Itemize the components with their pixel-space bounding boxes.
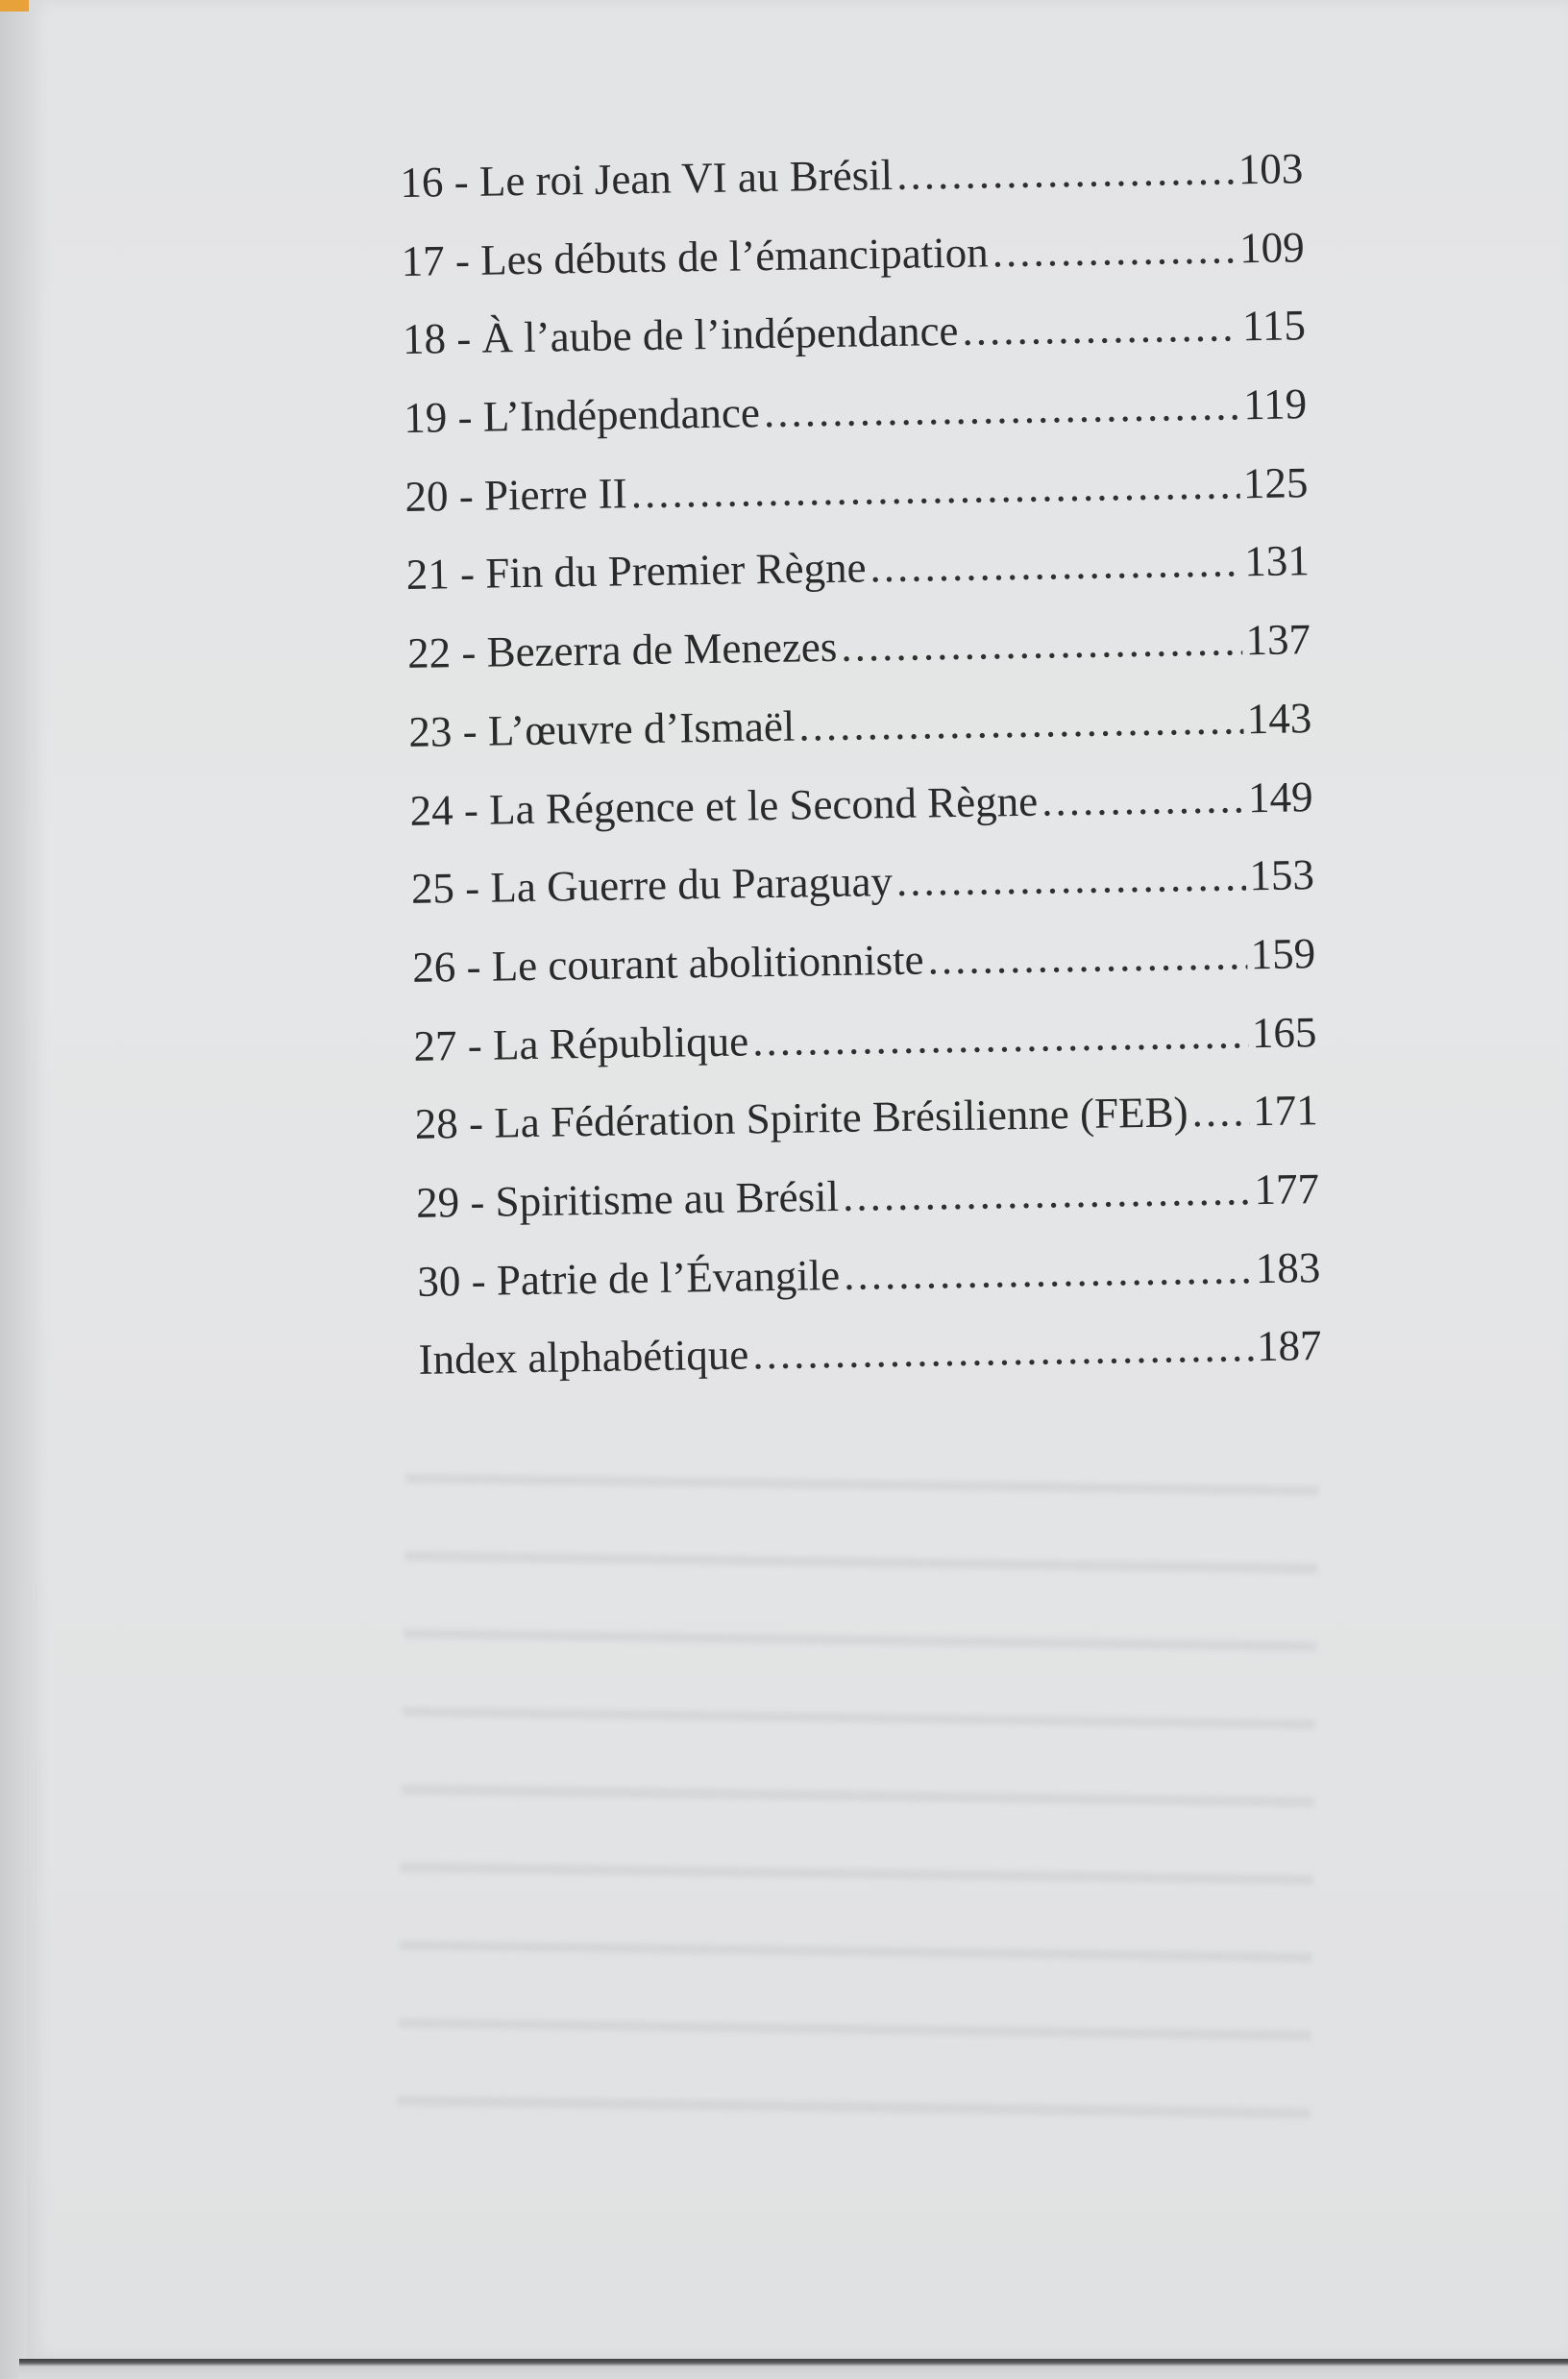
toc-entry [401,222,1305,314]
toc-entry-title: 23 - L’œuvre d’Ismaël [407,701,796,756]
toc-entry-page: 159 [1250,929,1316,979]
toc-leader-dots [843,1165,1251,1221]
toc-leader-dots [1041,773,1245,825]
toc-entry-title: 25 - La Guerre du Paraguay [410,857,894,914]
toc-entry [400,143,1304,235]
toc-entry-title: 22 - Bezerra de Menezes [406,623,838,678]
toc-entry-title: Index alphabétique [418,1330,749,1385]
toc-entry-title: 24 - La Régence et le Second Règne [409,776,1039,835]
toc-entry [417,1242,1321,1335]
toc-leader-dots [630,458,1239,518]
toc-entry [412,928,1316,1020]
toc-leader-dots [927,929,1247,984]
page-bottom-edge [19,2359,1568,2379]
toc-leader-dots [962,302,1238,356]
toc-entry [418,1320,1322,1412]
toc-entry-title: 20 - Pierre II [404,469,628,521]
toc-leader-dots [896,850,1246,906]
toc-entry-page: 137 [1245,615,1311,665]
toc-entry [411,849,1315,942]
toc-leader-dots [841,615,1242,672]
toc-entry-page: 119 [1242,380,1308,429]
toc-entry [414,1085,1318,1177]
toc-entry-page: 153 [1248,850,1315,900]
toc-entry-page: 149 [1247,772,1313,822]
toc-leader-dots [752,1008,1249,1066]
toc-leader-dots [1191,1086,1249,1137]
toc-entry [409,772,1313,864]
table-of-contents [400,143,1322,1413]
toc-entry-title: 30 - Patrie de l’Évangile [416,1250,841,1306]
toc-leader-dots [763,380,1239,437]
toc-leader-dots [798,694,1243,750]
toc-entry-page: 187 [1256,1321,1322,1371]
toc-leader-dots [870,537,1241,593]
toc-entry [404,457,1309,550]
toc-entry-page: 109 [1238,222,1305,272]
toc-entry-page: 165 [1251,1007,1317,1057]
toc-entry [408,693,1312,785]
toc-entry-page: 171 [1252,1086,1319,1136]
toc-entry-page: 143 [1246,693,1312,744]
toc-entry-title: 17 - Les débuts de l’émancipation [401,228,990,285]
toc-entry-title: 28 - La Fédération Spirite Brésilienne (FEB) [414,1088,1188,1149]
toc-entry-title: 21 - Fin du Premier Règne [405,543,867,600]
toc-leader-dots [752,1322,1254,1380]
toc-entry-title: 29 - Spiritisme au Brésil [415,1171,840,1227]
toc-entry-title: 16 - Le roi Jean VI au Brésil [400,150,894,207]
toc-entry-page: 125 [1242,457,1309,507]
toc-leader-dots [992,223,1236,277]
toc-entry [416,1164,1320,1256]
toc-entry-title: 27 - La République [413,1016,749,1070]
toc-entry-page: 177 [1254,1165,1320,1214]
toc-entry-title: 26 - Le courant abolitionniste [411,935,924,992]
toc-entry-title: 18 - À l’aube de l’indépendance [402,307,959,364]
book-page [27,0,1568,2359]
toc-entry-page: 183 [1255,1242,1321,1292]
toc-entry [403,301,1307,393]
corner-tab [0,0,29,12]
toc-leader-dots [896,144,1235,200]
toc-leader-dots [844,1243,1252,1300]
toc-entry [413,1007,1317,1099]
toc-entry [407,614,1311,706]
toc-entry-page: 115 [1241,301,1307,351]
toc-entry-page: 131 [1243,536,1311,586]
toc-entry [404,379,1308,471]
toc-entry-page: 103 [1237,144,1304,194]
show-through-text [397,1415,1320,2177]
toc-entry-title: 19 - L’Indépendance [403,388,761,443]
toc-entry [405,536,1310,628]
